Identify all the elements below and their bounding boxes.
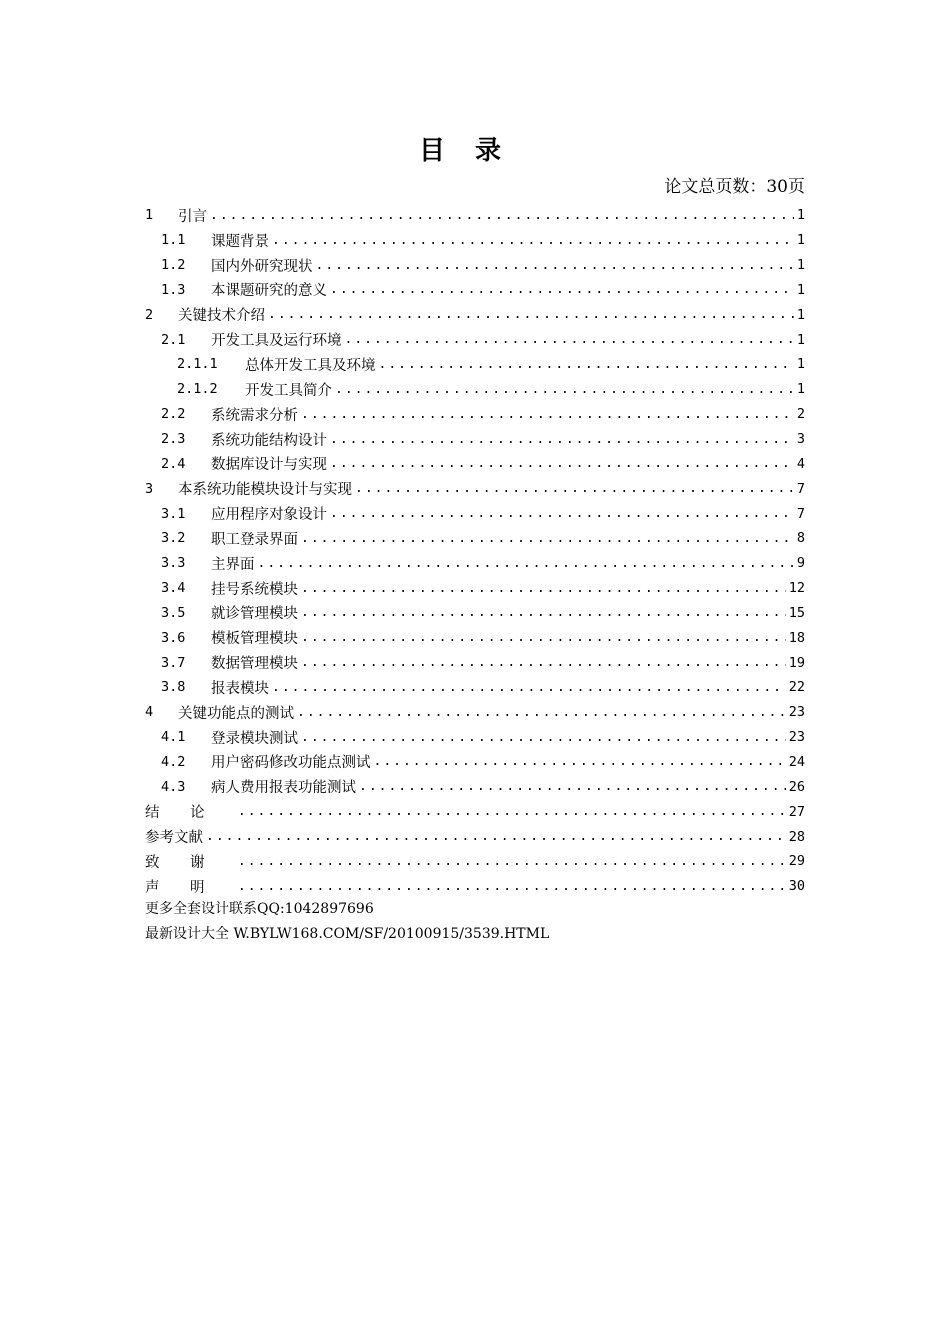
toc-leader-dots (301, 407, 794, 422)
toc-entry[interactable] (145, 750, 805, 775)
toc-entry-page: 29 (788, 853, 805, 870)
toc-entry[interactable] (145, 650, 805, 675)
toc-entry-label: 系统功能结构设计 (211, 432, 327, 449)
toc-entry-page: 3 (796, 431, 805, 448)
toc-entry-page: 1 (796, 232, 805, 249)
toc-entry-page: 15 (788, 604, 805, 621)
toc-entry-page: 1 (796, 306, 805, 323)
toc-leader-dots (301, 531, 794, 546)
toc-entry-label: 挂号系统模块 (211, 581, 298, 598)
toc-entry-number: 2.4 (161, 455, 186, 472)
toc-entry-page: 23 (788, 704, 805, 721)
toc-entry[interactable] (145, 799, 805, 824)
toc-entry-number: 1.1 (161, 232, 186, 249)
toc-entry-label: 参考文献 (145, 830, 203, 847)
toc-entry[interactable] (145, 377, 805, 402)
toc-entry-number: 2.3 (161, 431, 186, 448)
toc-entry-page: 4 (796, 455, 805, 472)
toc-entry[interactable] (145, 576, 805, 601)
toc-entry-number: 2.1.1 (177, 356, 218, 373)
toc-entry-number: 3.4 (161, 580, 186, 597)
toc-entry-label: 关键功能点的测试 (178, 705, 294, 722)
toc-entry-number: 3 (145, 480, 154, 497)
toc-entry-number: 1.3 (161, 281, 186, 298)
toc-entry[interactable] (145, 625, 805, 650)
toc-entry-label: 病人费用报表功能测试 (211, 780, 356, 797)
toc-entry[interactable] (145, 675, 805, 700)
toc-leader-dots (301, 630, 786, 645)
total-pages-label: 论文总页数：30页 (664, 177, 805, 197)
toc-entry-label: 开发工具及运行环境 (211, 333, 342, 350)
toc-leader-dots (210, 208, 794, 223)
toc-entry-number: 4.1 (161, 729, 186, 746)
toc-entry[interactable] (145, 601, 805, 626)
toc-entry-page: 8 (796, 530, 805, 547)
toc-entry-page: 7 (796, 480, 805, 497)
toc-entry[interactable] (145, 451, 805, 476)
toc-leader-dots (330, 432, 794, 447)
toc-leader-dots (206, 829, 786, 844)
toc-entry[interactable] (145, 700, 805, 725)
toc-entry-label: 数据管理模块 (211, 656, 298, 673)
toc-entry-label: 系统需求分析 (211, 407, 298, 424)
toc-leader-dots (297, 705, 786, 720)
toc-entry-label: 致谢 (145, 854, 235, 871)
toc-leader-dots (330, 506, 794, 521)
toc-entry-number: 3.5 (161, 604, 186, 621)
toc-entry-number: 4 (145, 704, 154, 721)
toc-leader-dots (238, 854, 786, 869)
toc-leader-dots (238, 804, 786, 819)
toc-entry-number: 3.8 (161, 679, 186, 696)
toc-leader-dots (379, 357, 794, 372)
toc-leader-dots (272, 680, 786, 695)
toc-leader-dots (359, 779, 786, 794)
toc-entry-number: 3.6 (161, 629, 186, 646)
toc-entry-label: 本课题研究的意义 (211, 283, 327, 300)
toc-entry-label: 关键技术介绍 (178, 308, 265, 325)
toc-entry-number: 2 (145, 306, 154, 323)
toc-entry-number: 4.3 (161, 778, 186, 795)
toc-entry[interactable] (145, 476, 805, 501)
toc-entry-label: 开发工具简介 (245, 382, 332, 399)
toc-entry-page: 1 (796, 257, 805, 274)
toc-entry-page: 1 (796, 207, 805, 224)
toc-entry-number: 2.2 (161, 406, 186, 423)
toc-entry-number: 3.7 (161, 654, 186, 671)
toc-leader-dots (238, 879, 786, 894)
toc-leader-dots (268, 307, 794, 322)
toc-entry-label: 应用程序对象设计 (211, 507, 327, 524)
toc-entry-number: 1.2 (161, 257, 186, 274)
toc-entry-label: 模板管理模块 (211, 631, 298, 648)
toc-leader-dots (330, 456, 794, 471)
toc-entry-page: 30 (788, 878, 805, 895)
toc-entry[interactable] (145, 427, 805, 452)
toc-entry[interactable] (145, 278, 805, 303)
toc-entry-label: 国内外研究现状 (211, 258, 313, 275)
toc-entry-page: 1 (796, 281, 805, 298)
footer-link: 最新设计大全 W.BYLW168.COM/SF/20100915/3539.HTML (145, 926, 550, 942)
toc-leader-dots (374, 754, 786, 769)
toc-entry-page: 27 (788, 803, 805, 820)
toc-entry-page: 26 (788, 778, 805, 795)
toc-leader-dots (301, 730, 786, 745)
toc-entry[interactable] (145, 253, 805, 278)
footer-contact: 更多全套设计联系QQ:1042897696 (145, 901, 374, 917)
toc-entry-label: 结论 (145, 805, 235, 822)
toc-entry[interactable] (145, 228, 805, 253)
toc-entry-number: 3.2 (161, 530, 186, 547)
toc-entry-number: 1 (145, 207, 154, 224)
toc-entry-label: 声明 (145, 879, 235, 896)
toc-entry-number: 3.1 (161, 505, 186, 522)
toc-entry[interactable] (145, 824, 805, 849)
toc-entry-label: 就诊管理模块 (211, 606, 298, 623)
toc-entry-label: 数据库设计与实现 (211, 457, 327, 474)
toc-entry-page: 18 (788, 629, 805, 646)
toc-entry[interactable] (145, 725, 805, 750)
toc-entry[interactable] (145, 203, 805, 228)
toc-entry-number: 4.2 (161, 753, 186, 770)
toc-leader-dots (316, 258, 794, 273)
toc-leader-dots (301, 655, 786, 670)
toc-entry-page: 1 (796, 381, 805, 398)
toc-entry-number: 2.1 (161, 331, 186, 348)
toc-entry-page: 1 (796, 331, 805, 348)
toc-entry-page: 28 (788, 828, 805, 845)
toc-leader-dots (355, 481, 794, 496)
toc-entry-number: 3.3 (161, 555, 186, 572)
toc-entry-page: 24 (788, 753, 805, 770)
toc-leader-dots (258, 556, 794, 571)
toc-entry-label: 主界面 (211, 556, 255, 573)
toc-entry[interactable] (145, 501, 805, 526)
toc-entry-page: 12 (788, 580, 805, 597)
toc-entry-label: 职工登录界面 (211, 531, 298, 548)
toc-entry-page: 1 (796, 356, 805, 373)
toc-entry-number: 2.1.2 (177, 381, 218, 398)
toc-leader-dots (335, 382, 794, 397)
toc-entry-page: 2 (796, 406, 805, 423)
toc-entry[interactable] (145, 302, 805, 327)
toc-leader-dots (330, 282, 794, 297)
toc-entry-label: 登录模块测试 (211, 730, 298, 747)
toc-leader-dots (301, 605, 786, 620)
toc-entry-label: 本系统功能模块设计与实现 (178, 482, 352, 499)
toc-entry[interactable] (145, 352, 805, 377)
toc-entry[interactable] (145, 526, 805, 551)
toc-entry[interactable] (145, 874, 805, 899)
toc-entry-label: 引言 (178, 208, 207, 225)
toc-leader-dots (345, 332, 794, 347)
toc-entry[interactable] (145, 402, 805, 427)
toc-entry-page: 7 (796, 505, 805, 522)
toc-entry[interactable] (145, 774, 805, 799)
toc-entry[interactable] (145, 327, 805, 352)
toc-leader-dots (301, 581, 786, 596)
toc-entry[interactable] (145, 551, 805, 576)
table-of-contents (145, 203, 805, 899)
toc-entry[interactable] (145, 849, 805, 874)
toc-entry-label: 总体开发工具及环境 (245, 357, 376, 374)
toc-entry-page: 19 (788, 654, 805, 671)
toc-entry-page: 23 (788, 729, 805, 746)
toc-entry-page: 9 (796, 555, 805, 572)
toc-leader-dots (272, 233, 794, 248)
toc-entry-label: 课题背景 (211, 233, 269, 250)
toc-entry-label: 用户密码修改功能点测试 (211, 755, 371, 772)
toc-entry-page: 22 (788, 679, 805, 696)
page-title: 目录 (418, 136, 531, 166)
toc-entry-label: 报表模块 (211, 680, 269, 697)
